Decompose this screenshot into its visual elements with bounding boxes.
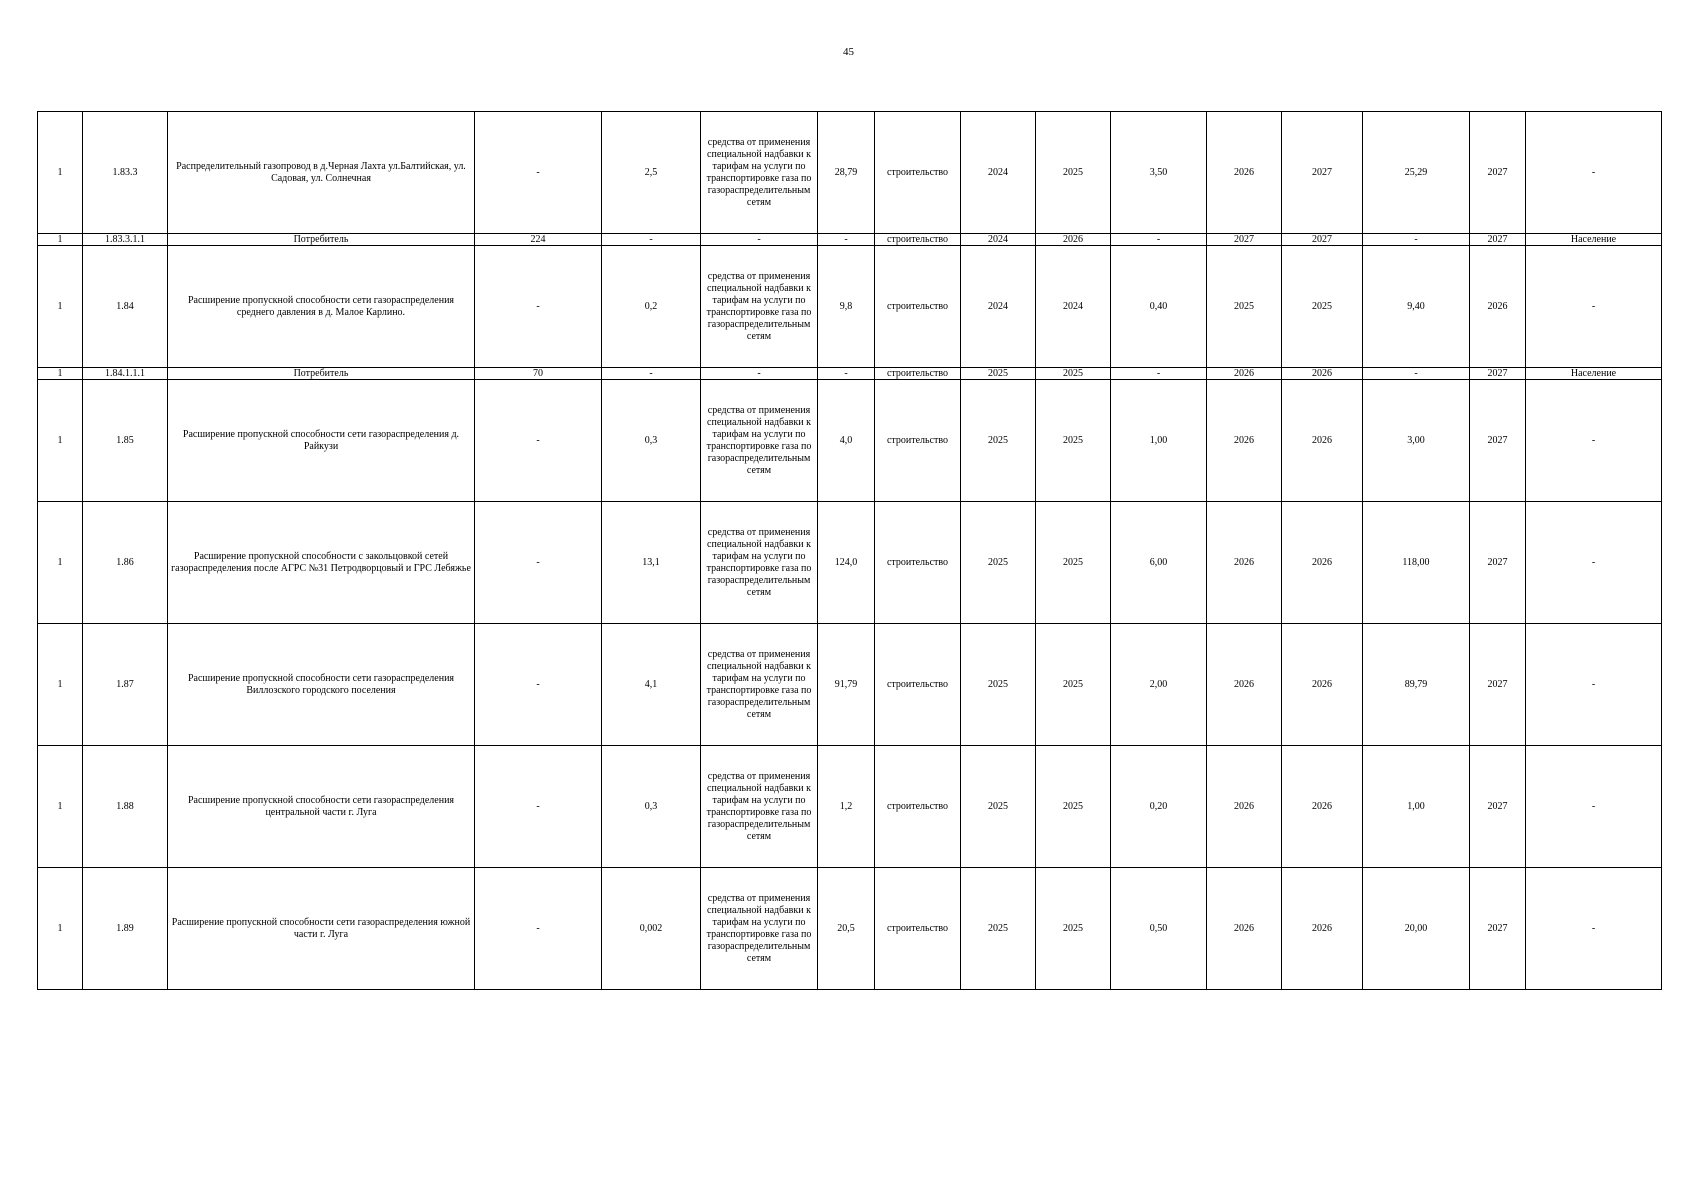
cell-length: 0,3 — [602, 746, 701, 868]
cell-category: - — [1526, 112, 1662, 234]
cell-index: 1 — [38, 624, 83, 746]
cell-build-end: 2025 — [1282, 246, 1363, 368]
cell-design-start: 2025 — [961, 624, 1036, 746]
cell-build-start: 2026 — [1207, 746, 1282, 868]
cell-item-number: 1.86 — [83, 502, 168, 624]
cell-index: 1 — [38, 112, 83, 234]
cell-build-start: 2026 — [1207, 368, 1282, 380]
cell-build-end: 2027 — [1282, 112, 1363, 234]
cell-build-start: 2026 — [1207, 112, 1282, 234]
cell-consumer-count: - — [475, 746, 602, 868]
cell-work-type: строительство — [875, 380, 961, 502]
cell-consumer-count: 224 — [475, 234, 602, 246]
cell-length: 4,1 — [602, 624, 701, 746]
cell-commission-year: 2027 — [1470, 380, 1526, 502]
cell-design-end: 2024 — [1036, 246, 1111, 368]
cell-funding-source: средства от применения специальной надбавки к тарифам на услуги по транспортировке газа по газораспределительным сетям — [701, 380, 818, 502]
cell-build-start: 2026 — [1207, 380, 1282, 502]
cell-build-start: 2026 — [1207, 868, 1282, 990]
cell-consumer-count: - — [475, 502, 602, 624]
cell-commission-year: 2027 — [1470, 502, 1526, 624]
cell-design-cost: 1,00 — [1111, 380, 1207, 502]
cell-consumer-count: 70 — [475, 368, 602, 380]
cell-build-cost: 89,79 — [1363, 624, 1470, 746]
cell-design-end: 2026 — [1036, 234, 1111, 246]
cell-build-cost: - — [1363, 234, 1470, 246]
cell-funding-source: средства от применения специальной надбавки к тарифам на услуги по транспортировке газа по газораспределительным сетям — [701, 112, 818, 234]
cell-length: 0,2 — [602, 246, 701, 368]
cell-object-name: Расширение пропускной способности сети газораспределения Виллозского городского поселения — [168, 624, 475, 746]
cell-build-cost: 3,00 — [1363, 380, 1470, 502]
cell-length: 0,002 — [602, 868, 701, 990]
cell-commission-year: 2027 — [1470, 234, 1526, 246]
cell-build-end: 2026 — [1282, 368, 1363, 380]
cell-category: - — [1526, 624, 1662, 746]
cell-build-cost: 118,00 — [1363, 502, 1470, 624]
cell-commission-year: 2027 — [1470, 868, 1526, 990]
cell-design-end: 2025 — [1036, 868, 1111, 990]
cell-funding-source: средства от применения специальной надбавки к тарифам на услуги по транспортировке газа по газораспределительным сетям — [701, 746, 818, 868]
cell-design-end: 2025 — [1036, 380, 1111, 502]
cell-design-start: 2025 — [961, 502, 1036, 624]
cell-work-type: строительство — [875, 868, 961, 990]
cell-length: - — [602, 234, 701, 246]
cell-build-cost: 9,40 — [1363, 246, 1470, 368]
cell-design-start: 2025 — [961, 868, 1036, 990]
cell-consumer-count: - — [475, 380, 602, 502]
cell-total-cost: - — [818, 368, 875, 380]
cell-object-name: Расширение пропускной способности сети газораспределения среднего давления в д. Малое Карлино. — [168, 246, 475, 368]
cell-build-start: 2026 — [1207, 624, 1282, 746]
cell-build-start: 2026 — [1207, 502, 1282, 624]
cell-item-number: 1.88 — [83, 746, 168, 868]
cell-total-cost: - — [818, 234, 875, 246]
cell-design-start: 2024 — [961, 234, 1036, 246]
cell-object-name: Потребитель — [168, 234, 475, 246]
cell-work-type: строительство — [875, 746, 961, 868]
cell-commission-year: 2027 — [1470, 368, 1526, 380]
cell-total-cost: 9,8 — [818, 246, 875, 368]
cell-design-start: 2025 — [961, 380, 1036, 502]
cell-funding-source: средства от применения специальной надбавки к тарифам на услуги по транспортировке газа по газораспределительным сетям — [701, 868, 818, 990]
table-row — [38, 746, 1662, 868]
table-row — [38, 624, 1662, 746]
cell-design-end: 2025 — [1036, 502, 1111, 624]
cell-work-type: строительство — [875, 234, 961, 246]
cell-design-end: 2025 — [1036, 624, 1111, 746]
cell-work-type: строительство — [875, 502, 961, 624]
cell-object-name: Распределительный газопровод в д.Черная Лахта ул.Балтийская, ул. Садовая, ул. Солнечная — [168, 112, 475, 234]
cell-design-end: 2025 — [1036, 368, 1111, 380]
cell-item-number: 1.84 — [83, 246, 168, 368]
cell-funding-source: - — [701, 234, 818, 246]
cell-build-cost: 1,00 — [1363, 746, 1470, 868]
cell-consumer-count: - — [475, 868, 602, 990]
cell-funding-source: средства от применения специальной надбавки к тарифам на услуги по транспортировке газа по газораспределительным сетям — [701, 246, 818, 368]
cell-build-end: 2026 — [1282, 380, 1363, 502]
cell-category: Население — [1526, 368, 1662, 380]
table-row — [38, 380, 1662, 502]
cell-funding-source: - — [701, 368, 818, 380]
cell-length: - — [602, 368, 701, 380]
cell-build-end: 2026 — [1282, 502, 1363, 624]
cell-item-number: 1.85 — [83, 380, 168, 502]
cell-design-cost: 0,20 — [1111, 746, 1207, 868]
cell-design-cost: 6,00 — [1111, 502, 1207, 624]
cell-category: - — [1526, 746, 1662, 868]
cell-total-cost: 20,5 — [818, 868, 875, 990]
cell-design-cost: 2,00 — [1111, 624, 1207, 746]
consumer-row — [38, 234, 1662, 246]
cell-item-number: 1.87 — [83, 624, 168, 746]
cell-item-number: 1.84.1.1.1 — [83, 368, 168, 380]
cell-category: Население — [1526, 234, 1662, 246]
cell-build-start: 2027 — [1207, 234, 1282, 246]
cell-commission-year: 2027 — [1470, 624, 1526, 746]
cell-object-name: Расширение пропускной способности сети газораспределения южной части г. Луга — [168, 868, 475, 990]
cell-work-type: строительство — [875, 368, 961, 380]
cell-design-end: 2025 — [1036, 746, 1111, 868]
cell-build-start: 2025 — [1207, 246, 1282, 368]
cell-item-number: 1.83.3.1.1 — [83, 234, 168, 246]
table-row — [38, 502, 1662, 624]
cell-total-cost: 4,0 — [818, 380, 875, 502]
cell-build-cost: 20,00 — [1363, 868, 1470, 990]
table-row — [38, 868, 1662, 990]
cell-work-type: строительство — [875, 246, 961, 368]
cell-object-name: Расширение пропускной способности с закольцовкой сетей газораспределения после АГРС №31 Петродворцовый и ГРС Лебяжье — [168, 502, 475, 624]
cell-design-start: 2024 — [961, 246, 1036, 368]
cell-consumer-count: - — [475, 624, 602, 746]
cell-length: 13,1 — [602, 502, 701, 624]
cell-commission-year: 2026 — [1470, 246, 1526, 368]
cell-build-cost: 25,29 — [1363, 112, 1470, 234]
cell-index: 1 — [38, 234, 83, 246]
investment-table — [37, 111, 1662, 990]
cell-design-cost: 0,50 — [1111, 868, 1207, 990]
cell-work-type: строительство — [875, 112, 961, 234]
cell-commission-year: 2027 — [1470, 112, 1526, 234]
cell-category: - — [1526, 246, 1662, 368]
cell-build-end: 2026 — [1282, 868, 1363, 990]
cell-total-cost: 28,79 — [818, 112, 875, 234]
cell-funding-source: средства от применения специальной надбавки к тарифам на услуги по транспортировке газа по газораспределительным сетям — [701, 624, 818, 746]
cell-design-start: 2024 — [961, 112, 1036, 234]
cell-item-number: 1.89 — [83, 868, 168, 990]
cell-commission-year: 2027 — [1470, 746, 1526, 868]
cell-object-name: Потребитель — [168, 368, 475, 380]
cell-object-name: Расширение пропускной способности сети газораспределения д. Райкузи — [168, 380, 475, 502]
cell-index: 1 — [38, 868, 83, 990]
cell-category: - — [1526, 380, 1662, 502]
cell-funding-source: средства от применения специальной надбавки к тарифам на услуги по транспортировке газа по газораспределительным сетям — [701, 502, 818, 624]
table-row — [38, 246, 1662, 368]
cell-design-cost: - — [1111, 234, 1207, 246]
cell-build-end: 2026 — [1282, 746, 1363, 868]
cell-length: 0,3 — [602, 380, 701, 502]
cell-total-cost: 91,79 — [818, 624, 875, 746]
cell-work-type: строительство — [875, 624, 961, 746]
cell-category: - — [1526, 502, 1662, 624]
cell-design-cost: 3,50 — [1111, 112, 1207, 234]
cell-design-end: 2025 — [1036, 112, 1111, 234]
cell-object-name: Расширение пропускной способности сети газораспределения центральной части г. Луга — [168, 746, 475, 868]
cell-length: 2,5 — [602, 112, 701, 234]
cell-total-cost: 1,2 — [818, 746, 875, 868]
table-row — [38, 112, 1662, 234]
table-body — [38, 112, 1662, 990]
cell-index: 1 — [38, 368, 83, 380]
cell-consumer-count: - — [475, 112, 602, 234]
cell-total-cost: 124,0 — [818, 502, 875, 624]
cell-design-cost: - — [1111, 368, 1207, 380]
cell-index: 1 — [38, 502, 83, 624]
cell-index: 1 — [38, 380, 83, 502]
cell-build-cost: - — [1363, 368, 1470, 380]
cell-index: 1 — [38, 246, 83, 368]
cell-category: - — [1526, 868, 1662, 990]
cell-build-end: 2026 — [1282, 624, 1363, 746]
cell-index: 1 — [38, 746, 83, 868]
cell-consumer-count: - — [475, 246, 602, 368]
cell-build-end: 2027 — [1282, 234, 1363, 246]
cell-design-start: 2025 — [961, 746, 1036, 868]
consumer-row — [38, 368, 1662, 380]
cell-design-start: 2025 — [961, 368, 1036, 380]
page-number: 45 — [843, 46, 854, 58]
cell-design-cost: 0,40 — [1111, 246, 1207, 368]
cell-item-number: 1.83.3 — [83, 112, 168, 234]
